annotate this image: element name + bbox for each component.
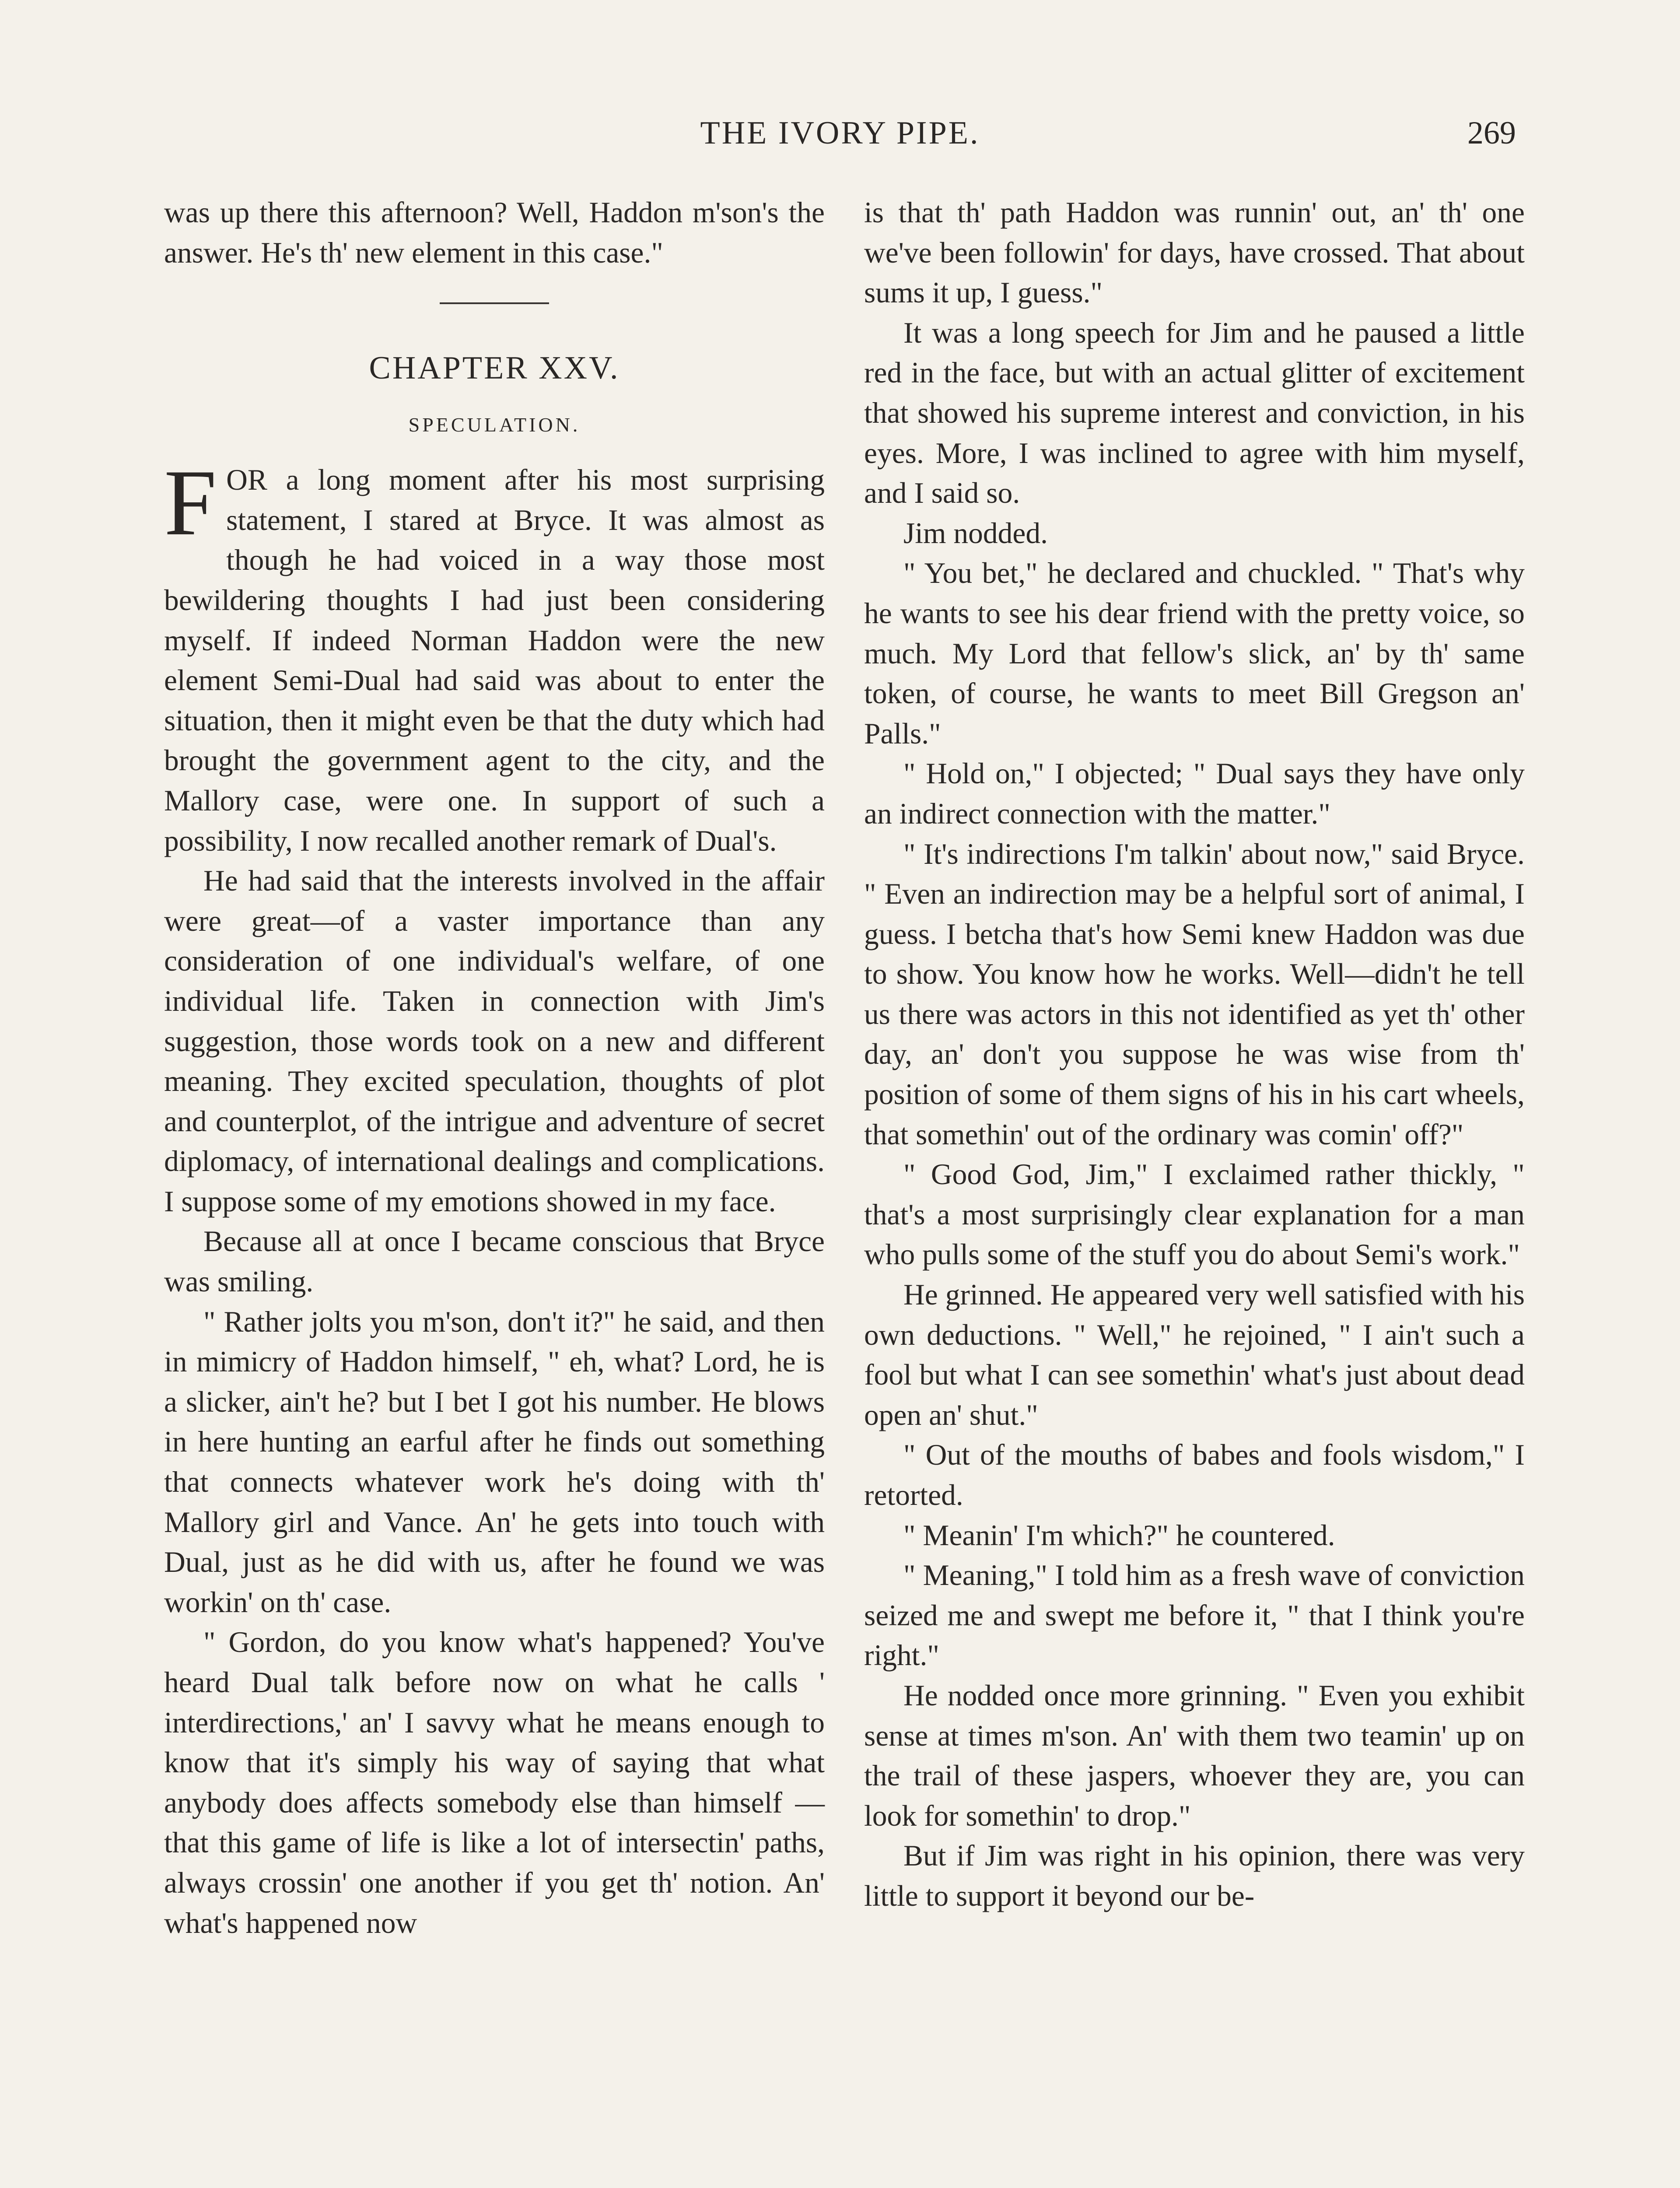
continued-paragraph: is that th' path Haddon was runnin' out, an' th' one we've been followin' for days, have crossed. That about sums it up, I guess." [864,196,1525,309]
drop-cap: F [164,450,217,555]
page-number: 269 [1467,115,1516,151]
paragraph: " Good God, Jim," I exclaimed rather thickly, " that's a most surprisingly clear explanation for a man who pulls some of the stuff you do about Semi's work." [864,1158,1525,1271]
chapter-subtitle: SPECULATION. [408,414,581,436]
paragraph: " Gordon, do you know what's happened? You've heard Dual talk before now on what he calls ' interdirections,' an' I savvy what he means enough to know that it's simply his way of saying that what anybody does affects somebody else than himself — that this game of life is like a lot of intersectin' paths, always crossin' one another if you get th' notion. An' what's happened now [164,1626,825,1939]
paragraph: He had said that the interests involved in the affair were great—of a vaster importance than any consideration of one individual's welfare, of one individual life. Taken in connection with Jim's suggestion, those words took on a new and different meaning. They excited speculation, thoughts of plot and counterplot, of the intrigue and adventure of secret diplomacy, of international dealings and complications. I suppose some of my emotions showed in my face. [164,864,825,1218]
paragraph: It was a long speech for Jim and he paused a little red in the face, but with an actual glitter of excitement that showed his supreme interest and conviction, in his eyes. More, I was inclined to agree with him myself, and I said so. [864,316,1525,510]
paragraph: He nodded once more grinning. " Even you exhibit sense at times m'son. An' with them two teamin' up on the trail of these jaspers, whoever they are, you can look for somethin' to drop." [864,1679,1525,1832]
paragraph: Because all at once I became conscious that Bryce was smiling. [164,1225,825,1298]
paragraph: " Meanin' I'm which?" he countered. [903,1518,1335,1552]
paragraph: Jim nodded. [903,516,1048,550]
paragraph: He grinned. He appeared very well satisfied with his own deductions. " Well," he rejoined, " I ain't such a fool but what I can see somethin' what's just about dead open an' shut." [864,1278,1525,1431]
chapter-opening-paragraph [164,450,825,861]
right-column [864,193,1525,1916]
running-title: THE IVORY PIPE. [700,115,980,151]
paragraph: But if Jim was right in his opinion, there was very little to support it beyond our be- [864,1839,1525,1912]
paragraph: " Meaning," I told him as a fresh wave of conviction seized me and swept me before it, " that I think you're right." [864,1559,1525,1672]
chapter-title: CHAPTER XXV. [369,350,620,386]
continued-paragraph: was up there this afternoon? Well, Haddon m'son's the answer. He's th' new element in this case." [164,196,825,269]
paragraph: " Out of the mouths of babes and fools wisdom," I retorted. [864,1438,1525,1511]
paragraph: " Hold on," I objected; " Dual says they have only an indirect connection with the matter." [864,757,1525,830]
running-head [164,115,1516,163]
section-divider [440,302,549,304]
paragraph: " It's indirections I'm talkin' about now," said Bryce. " Even an indirection may be a helpful sort of animal, I guess. I betcha that's how Semi knew Haddon was due to show. You know how he works. Well—didn't he tell us there was actors in this not identified as yet th' other day, an' don't you suppose he was wise from th' position of some of them signs of his in his cart wheels, that somethin' out of the ordinary was comin' off?" [864,837,1525,1151]
paragraph: " You bet," he declared and chuckled. " That's why he wants to see his dear friend with the pretty voice, so much. My Lord that fellow's slick, an' by th' same token, of course, he wants to meet Bill Gregson an' Palls." [864,557,1525,750]
opening-text: OR a long moment after his most surprising statement, I stared at Bryce. It was almost as though he had voiced in a way those most bewildering thoughts I had just been considering myself. If indeed Norman Haddon were the new element Semi-Dual had said was about to enter the situation, then it might even be that the duty which had brought the government agent to the city, and the Mallory case, were one. In support of such a possibility, I now recalled another remark of Dual's. [164,463,825,857]
left-column [164,193,825,1943]
paragraph: " Rather jolts you m'son, don't it?" he said, and then in mimicry of Haddon himself, " eh, what? Lord, he is a slicker, ain't he? but I bet I got his number. He blows in here hunting an earful after he finds out something that connects whatever work he's doing with th' Mallory girl and Vance. An' he gets into touch with Dual, just as he did with us, after he found we was workin' on th' case. [164,1305,825,1619]
